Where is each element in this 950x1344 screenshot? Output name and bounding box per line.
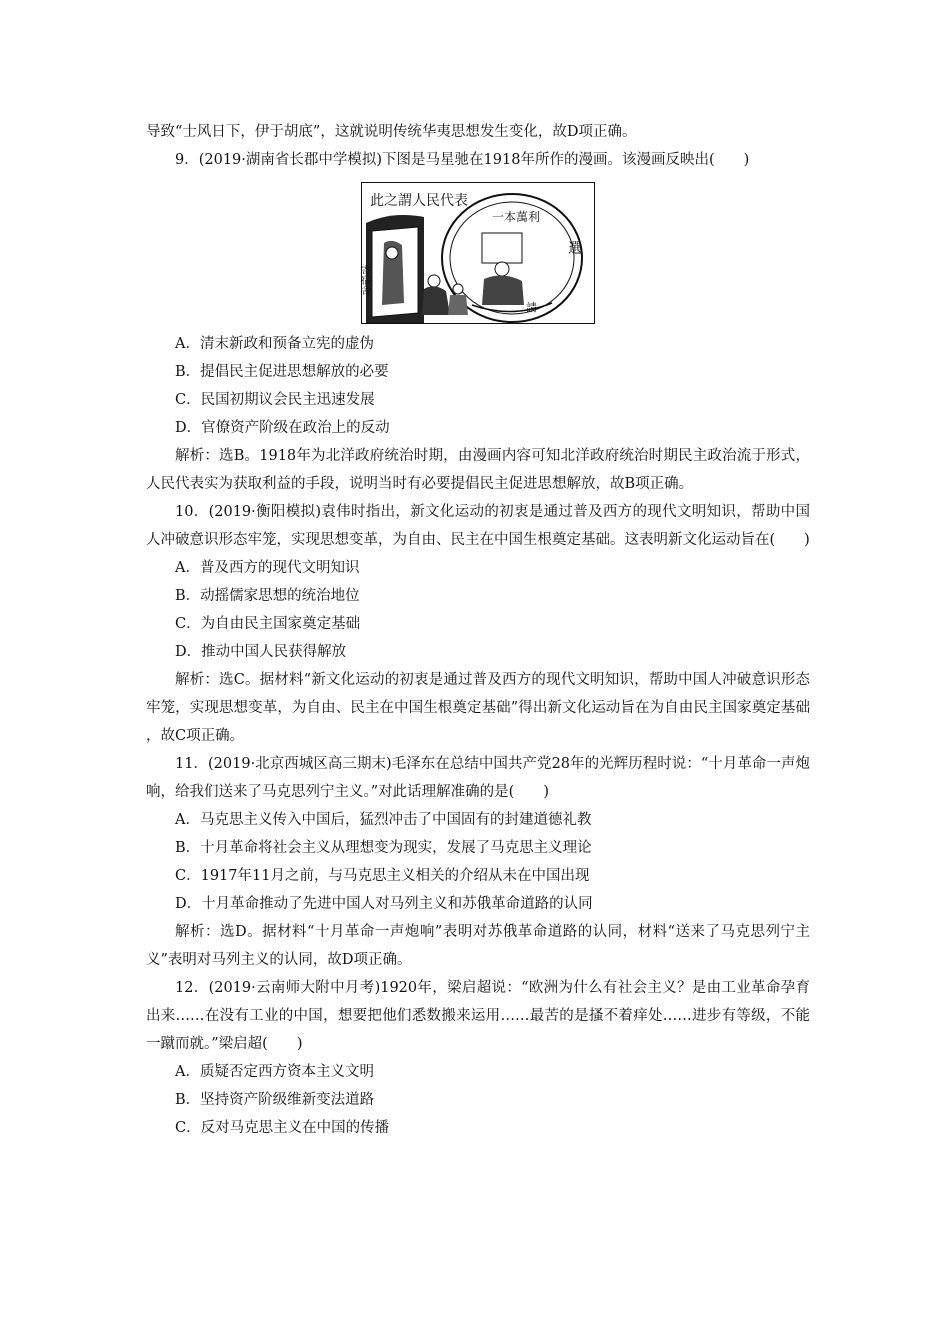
question-10-stem: 10．(2019·衡阳模拟)袁伟时指出，新文化运动的初衷是通过普及西方的现代文明知识，帮助中国人冲破意识形态牢笼，实现思想变革，为自由、民主在中国生根奠定基础。这表明新文化运动旨在( ) (146, 504, 810, 548)
question-9-option-b: B．提倡民主促进思想解放的必要 (175, 364, 389, 380)
question-9-option-c: C．民国初期议会民主迅速发展 (175, 392, 375, 408)
question-9-stem: 9．(2019·湖南省长郡中学模拟)下图是马星驰在1918年所作的漫画。该漫画反映出( ) (175, 152, 750, 168)
question-10-option-d: D．推动中国人民获得解放 (175, 644, 347, 660)
question-9-analysis: 解析：选B。1918年为北洋政府统治时期，由漫画内容可知北洋政府统治时期民主政治流于形式，人民代表实为获取利益的手段，说明当时有必要提倡民主促进思想解放，故B项正确。 (146, 448, 810, 492)
question-12-option-a: A．质疑否定西方资本主义文明 (175, 1064, 374, 1080)
document-page (146, 118, 810, 1142)
question-10-option-c: C．为自由民主国家奠定基础 (175, 616, 361, 632)
cartoon-text-bottom: 請 (526, 301, 537, 314)
question-11-stem: 11．(2019·北京西城区高三期末)毛泽东在总结中国共产党28年的光辉历程时说：“十月革命一声炮响，给我们送来了马克思列宁主义。”对此话理解准确的是( ) (146, 756, 810, 800)
question-11-option-a: A．马克思主义传入中国后，猛烈冲击了中国固有的封建道德礼教 (175, 812, 592, 828)
question-11-option-d: D．十月革命推动了先进中国人对马列主义和苏俄革命道路的认同 (175, 896, 593, 912)
cartoon-text-right-top: 一本萬利 (492, 210, 541, 224)
question-12-option-c: C．反对马克思主义在中国的传播 (175, 1120, 390, 1136)
question-9-option-a: A．清末新政和预备立宪的虚伪 (175, 336, 374, 352)
question-9-figure (146, 182, 810, 324)
cartoon-text-top: 此之謂人民代表 (370, 193, 468, 209)
previous-analysis-line: 导致“士风日下，伊于胡底”，这就说明传统华夷思想发生变化，故D项正确。 (146, 124, 637, 140)
question-11-analysis: 解析：选D。据材料“十月革命一声炮响”表明对苏俄革命道路的认同，材料“送来了马克思列宁主义”表明对马列主义的认同，故D项正确。 (146, 924, 810, 968)
question-10-option-b: B．动摇儒家思想的统治地位 (175, 588, 360, 604)
cartoon-text-left-side: 寄宿舍 (358, 265, 370, 295)
question-9-option-d: D．官僚资产阶级在政治上的反动 (175, 420, 390, 436)
question-12-option-b: B．坚持资产阶级维新变法道路 (175, 1092, 375, 1108)
cartoon-image (358, 182, 595, 324)
question-12-stem: 12．(2019·云南师大附中月考)1920年，梁启超说：“欧洲为什么有社会主义？是由工业革命孕育出来……在没有工业的中国，想要把他们悉数搬来运用……最苦的是搔不着痒处……进步有等级，不能一蹴而就。”梁启超( ) (146, 980, 810, 1052)
question-10-option-a: A．普及西方的现代文明知识 (175, 560, 360, 576)
question-11-option-b: B．十月革命将社会主义从理想变为现实，发展了马克思主义理论 (175, 840, 592, 856)
question-11-option-c: C．1917年11月之前，与马克思主义相关的介绍从未在中国出现 (175, 868, 590, 884)
question-10-analysis: 解析：选C。据材料“新文化运动的初衷是通过普及西方的现代文明知识，帮助中国人冲破意识形态牢笼，实现思想变革，为自由、民主在中国生根奠定基础”得出新文化运动旨在为自由民主国家奠定基础 ，故C项正确。 (146, 672, 810, 744)
cartoon-text-right-side: 選 (568, 241, 582, 257)
